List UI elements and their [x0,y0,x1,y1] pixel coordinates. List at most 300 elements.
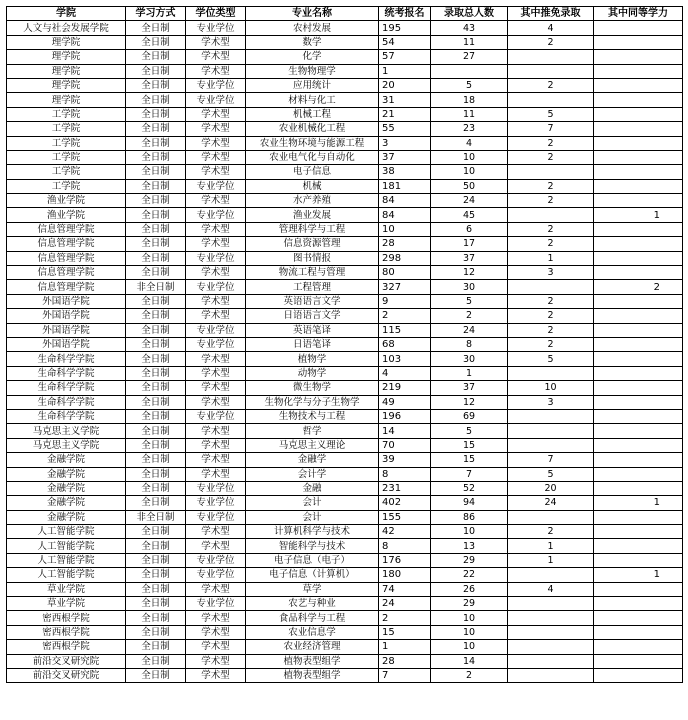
applicants-cell: 2 [379,611,431,625]
applicants-cell: 3 [379,136,431,150]
table-row [7,366,683,380]
degree-type-cell: 学术型 [186,366,246,380]
table-row [7,35,683,49]
recommended-cell: 4 [508,21,594,35]
table-row [7,381,683,395]
applicants-cell: 10 [379,222,431,236]
equivalent-cell [594,107,683,121]
college-cell: 生命科学学院 [7,366,126,380]
admitted-cell: 15 [431,438,508,452]
recommended-cell: 7 [508,453,594,467]
admitted-cell: 2 [431,668,508,682]
table-row [7,194,683,208]
recommended-cell [508,625,594,639]
table-row [7,438,683,452]
college-cell: 渔业学院 [7,208,126,222]
table-row [7,409,683,423]
degree-type-cell: 学术型 [186,395,246,409]
equivalent-cell [594,366,683,380]
college-cell: 外国语学院 [7,309,126,323]
equivalent-cell [594,481,683,495]
degree-type-cell: 学术型 [186,453,246,467]
equivalent-cell [594,453,683,467]
college-cell: 草业学院 [7,597,126,611]
admitted-cell: 94 [431,496,508,510]
recommended-cell [508,208,594,222]
study-mode-cell: 全日制 [126,35,186,49]
equivalent-cell [594,309,683,323]
admitted-cell: 18 [431,93,508,107]
equivalent-cell [594,381,683,395]
recommended-cell: 2 [508,525,594,539]
recommended-cell: 1 [508,251,594,265]
degree-type-cell: 学术型 [186,582,246,596]
college-cell: 渔业学院 [7,194,126,208]
recommended-cell: 1 [508,539,594,553]
applicants-cell: 84 [379,194,431,208]
study-mode-cell: 全日制 [126,266,186,280]
table-row [7,122,683,136]
applicants-cell: 195 [379,21,431,35]
applicants-cell: 42 [379,525,431,539]
equivalent-cell [594,21,683,35]
applicants-cell: 231 [379,481,431,495]
college-cell: 密西根学院 [7,611,126,625]
header-total-admitted: 录取总人数 [431,7,508,21]
applicants-cell: 1 [379,640,431,654]
table-row [7,309,683,323]
recommended-cell: 2 [508,294,594,308]
recommended-cell: 4 [508,582,594,596]
degree-type-cell: 专业学位 [186,323,246,337]
applicants-cell: 1 [379,64,431,78]
applicants-cell: 155 [379,510,431,524]
equivalent-cell [594,597,683,611]
major-name-cell: 会计学 [246,467,379,481]
study-mode-cell: 全日制 [126,179,186,193]
table-row [7,280,683,294]
equivalent-cell [594,525,683,539]
study-mode-cell: 全日制 [126,481,186,495]
applicants-cell: 8 [379,467,431,481]
recommended-cell: 2 [508,309,594,323]
admitted-cell: 10 [431,165,508,179]
college-cell: 工学院 [7,136,126,150]
recommended-cell: 2 [508,323,594,337]
study-mode-cell: 全日制 [126,381,186,395]
applicants-cell: 68 [379,337,431,351]
recommended-cell [508,280,594,294]
equivalent-cell [594,467,683,481]
college-cell: 理学院 [7,64,126,78]
major-name-cell: 生物化学与分子生物学 [246,395,379,409]
table-row [7,654,683,668]
college-cell: 金融学院 [7,496,126,510]
admitted-cell: 10 [431,150,508,164]
admitted-cell: 52 [431,481,508,495]
admitted-cell: 86 [431,510,508,524]
degree-type-cell: 专业学位 [186,597,246,611]
recommended-cell: 7 [508,122,594,136]
table-row [7,625,683,639]
major-name-cell: 生物技术与工程 [246,409,379,423]
recommended-cell: 2 [508,222,594,236]
study-mode-cell: 全日制 [126,78,186,92]
applicants-cell: 84 [379,208,431,222]
major-name-cell: 金融 [246,481,379,495]
header-equivalent: 其中同等学力 [594,7,683,21]
admitted-cell: 14 [431,654,508,668]
applicants-cell: 20 [379,78,431,92]
study-mode-cell: 全日制 [126,582,186,596]
admitted-cell: 5 [431,294,508,308]
major-name-cell: 数学 [246,35,379,49]
major-name-cell: 农业电气化与自动化 [246,150,379,164]
admitted-cell: 5 [431,78,508,92]
degree-type-cell: 学术型 [186,539,246,553]
college-cell: 生命科学学院 [7,381,126,395]
applicants-cell: 49 [379,395,431,409]
major-name-cell: 图书情报 [246,251,379,265]
admitted-cell: 50 [431,179,508,193]
college-cell: 前沿交叉研究院 [7,654,126,668]
degree-type-cell: 专业学位 [186,280,246,294]
recommended-cell [508,165,594,179]
college-cell: 外国语学院 [7,294,126,308]
major-name-cell: 英语语言文学 [246,294,379,308]
applicants-cell: 327 [379,280,431,294]
equivalent-cell [594,640,683,654]
college-cell: 理学院 [7,78,126,92]
recommended-cell [508,93,594,107]
degree-type-cell: 专业学位 [186,553,246,567]
equivalent-cell [594,337,683,351]
equivalent-cell [594,179,683,193]
admitted-cell: 43 [431,21,508,35]
major-name-cell: 日语语言文学 [246,309,379,323]
applicants-cell: 54 [379,35,431,49]
major-name-cell: 材料与化工 [246,93,379,107]
study-mode-cell: 全日制 [126,208,186,222]
admitted-cell: 4 [431,136,508,150]
study-mode-cell: 全日制 [126,366,186,380]
recommended-cell: 2 [508,78,594,92]
college-cell: 人工智能学院 [7,568,126,582]
study-mode-cell: 全日制 [126,107,186,121]
study-mode-cell: 全日制 [126,294,186,308]
degree-type-cell: 学术型 [186,35,246,49]
degree-type-cell: 专业学位 [186,409,246,423]
study-mode-cell: 全日制 [126,222,186,236]
study-mode-cell: 全日制 [126,337,186,351]
table-row [7,165,683,179]
recommended-cell: 2 [508,150,594,164]
college-cell: 外国语学院 [7,337,126,351]
applicants-cell: 21 [379,107,431,121]
recommended-cell: 1 [508,553,594,567]
study-mode-cell: 全日制 [126,525,186,539]
study-mode-cell: 全日制 [126,309,186,323]
admitted-cell: 23 [431,122,508,136]
degree-type-cell: 学术型 [186,668,246,682]
major-name-cell: 电子信息 [246,165,379,179]
study-mode-cell: 全日制 [126,136,186,150]
admitted-cell: 15 [431,453,508,467]
applicants-cell: 57 [379,50,431,64]
applicants-cell: 103 [379,352,431,366]
degree-type-cell: 学术型 [186,640,246,654]
major-name-cell: 植物表型组学 [246,668,379,682]
major-name-cell: 哲学 [246,424,379,438]
admitted-cell: 24 [431,323,508,337]
college-cell: 前沿交叉研究院 [7,668,126,682]
admitted-cell: 8 [431,337,508,351]
applicants-cell: 180 [379,568,431,582]
header-study-mode: 学习方式 [126,7,186,21]
admitted-cell [431,64,508,78]
study-mode-cell: 全日制 [126,50,186,64]
study-mode-cell: 全日制 [126,597,186,611]
admitted-cell: 10 [431,525,508,539]
college-cell: 工学院 [7,165,126,179]
admitted-cell: 69 [431,409,508,423]
degree-type-cell: 学术型 [186,266,246,280]
equivalent-cell [594,395,683,409]
table-row [7,251,683,265]
applicants-cell: 2 [379,309,431,323]
major-name-cell: 工程管理 [246,280,379,294]
applicants-cell: 196 [379,409,431,423]
admitted-cell: 11 [431,35,508,49]
table-row [7,337,683,351]
recommended-cell: 3 [508,266,594,280]
applicants-cell: 298 [379,251,431,265]
study-mode-cell: 全日制 [126,409,186,423]
degree-type-cell: 专业学位 [186,568,246,582]
recommended-cell [508,654,594,668]
recommended-cell [508,668,594,682]
recommended-cell [508,64,594,78]
major-name-cell: 农艺与种业 [246,597,379,611]
admitted-cell: 10 [431,625,508,639]
equivalent-cell [594,237,683,251]
admitted-cell: 6 [431,222,508,236]
equivalent-cell [594,150,683,164]
admitted-cell: 1 [431,366,508,380]
table-row [7,496,683,510]
admitted-cell: 22 [431,568,508,582]
study-mode-cell: 全日制 [126,611,186,625]
admitted-cell: 10 [431,611,508,625]
degree-type-cell: 学术型 [186,222,246,236]
study-mode-cell: 全日制 [126,122,186,136]
applicants-cell: 176 [379,553,431,567]
study-mode-cell: 全日制 [126,64,186,78]
degree-type-cell: 学术型 [186,352,246,366]
admitted-cell: 45 [431,208,508,222]
college-cell: 工学院 [7,107,126,121]
table-row [7,323,683,337]
major-name-cell: 物流工程与管理 [246,266,379,280]
applicants-cell: 24 [379,597,431,611]
recommended-cell [508,510,594,524]
equivalent-cell: 1 [594,496,683,510]
recommended-cell [508,640,594,654]
table-row [7,352,683,366]
college-cell: 人工智能学院 [7,525,126,539]
recommended-cell: 2 [508,35,594,49]
equivalent-cell [594,323,683,337]
major-name-cell: 植物表型组学 [246,654,379,668]
college-cell: 生命科学学院 [7,395,126,409]
admitted-cell: 29 [431,553,508,567]
college-cell: 信息管理学院 [7,251,126,265]
study-mode-cell: 全日制 [126,654,186,668]
equivalent-cell: 1 [594,208,683,222]
admitted-cell: 17 [431,237,508,251]
recommended-cell: 3 [508,395,594,409]
major-name-cell: 农业经济管理 [246,640,379,654]
table-row [7,107,683,121]
degree-type-cell: 学术型 [186,309,246,323]
degree-type-cell: 学术型 [186,525,246,539]
study-mode-cell: 全日制 [126,668,186,682]
table-row [7,467,683,481]
college-cell: 金融学院 [7,453,126,467]
equivalent-cell [594,668,683,682]
college-cell: 理学院 [7,35,126,49]
major-name-cell: 管理科学与工程 [246,222,379,236]
applicants-cell: 4 [379,366,431,380]
recommended-cell: 2 [508,194,594,208]
college-cell: 理学院 [7,50,126,64]
equivalent-cell [594,438,683,452]
table-row [7,568,683,582]
recommended-cell: 2 [508,237,594,251]
applicants-cell: 55 [379,122,431,136]
recommended-cell: 5 [508,467,594,481]
table-row [7,294,683,308]
applicants-cell: 402 [379,496,431,510]
admitted-cell: 12 [431,395,508,409]
degree-type-cell: 专业学位 [186,481,246,495]
equivalent-cell [594,64,683,78]
major-name-cell: 英语笔译 [246,323,379,337]
admitted-cell: 10 [431,640,508,654]
major-name-cell: 食品科学与工程 [246,611,379,625]
table-row [7,237,683,251]
major-name-cell: 农业生物环境与能源工程 [246,136,379,150]
table-row [7,510,683,524]
equivalent-cell [594,424,683,438]
equivalent-cell: 1 [594,568,683,582]
college-cell: 密西根学院 [7,625,126,639]
admitted-cell: 30 [431,352,508,366]
major-name-cell: 生物物理学 [246,64,379,78]
major-name-cell: 智能科学与技术 [246,539,379,553]
major-name-cell: 日语笔译 [246,337,379,351]
degree-type-cell: 学术型 [186,150,246,164]
degree-type-cell: 学术型 [186,136,246,150]
college-cell: 生命科学学院 [7,409,126,423]
college-cell: 金融学院 [7,467,126,481]
equivalent-cell [594,539,683,553]
applicants-cell: 7 [379,668,431,682]
college-cell: 工学院 [7,150,126,164]
equivalent-cell [594,352,683,366]
table-row [7,78,683,92]
study-mode-cell: 全日制 [126,568,186,582]
table-row [7,222,683,236]
applicants-cell: 8 [379,539,431,553]
table-row [7,93,683,107]
equivalent-cell [594,222,683,236]
degree-type-cell: 学术型 [186,438,246,452]
college-cell: 金融学院 [7,481,126,495]
equivalent-cell [594,625,683,639]
equivalent-cell [594,266,683,280]
college-cell: 外国语学院 [7,323,126,337]
major-name-cell: 会计 [246,496,379,510]
major-name-cell: 动物学 [246,366,379,380]
study-mode-cell: 非全日制 [126,510,186,524]
applicants-cell: 219 [379,381,431,395]
recommended-cell [508,366,594,380]
college-cell: 人工智能学院 [7,539,126,553]
degree-type-cell: 专业学位 [186,337,246,351]
applicants-cell: 74 [379,582,431,596]
applicants-cell: 80 [379,266,431,280]
degree-type-cell: 学术型 [186,611,246,625]
recommended-cell [508,424,594,438]
major-name-cell: 机械工程 [246,107,379,121]
degree-type-cell: 学术型 [186,50,246,64]
table-row [7,424,683,438]
header-major-name: 专业名称 [246,7,379,21]
study-mode-cell: 全日制 [126,453,186,467]
major-name-cell: 马克思主义理论 [246,438,379,452]
table-row [7,208,683,222]
college-cell: 工学院 [7,179,126,193]
major-name-cell: 草学 [246,582,379,596]
applicants-cell: 14 [379,424,431,438]
applicants-cell: 39 [379,453,431,467]
equivalent-cell [594,409,683,423]
college-cell: 人文与社会发展学院 [7,21,126,35]
study-mode-cell: 全日制 [126,323,186,337]
recommended-cell: 10 [508,381,594,395]
study-mode-cell: 全日制 [126,237,186,251]
equivalent-cell [594,294,683,308]
applicants-cell: 31 [379,93,431,107]
table-row [7,481,683,495]
equivalent-cell [594,582,683,596]
equivalent-cell [594,510,683,524]
applicants-cell: 181 [379,179,431,193]
major-name-cell: 农业机械化工程 [246,122,379,136]
applicants-cell: 115 [379,323,431,337]
college-cell: 草业学院 [7,582,126,596]
admitted-cell: 5 [431,424,508,438]
degree-type-cell: 专业学位 [186,21,246,35]
equivalent-cell [594,122,683,136]
table-row [7,640,683,654]
equivalent-cell: 2 [594,280,683,294]
table-row [7,668,683,682]
header-recommended: 其中推免录取 [508,7,594,21]
recommended-cell [508,438,594,452]
table-row [7,553,683,567]
